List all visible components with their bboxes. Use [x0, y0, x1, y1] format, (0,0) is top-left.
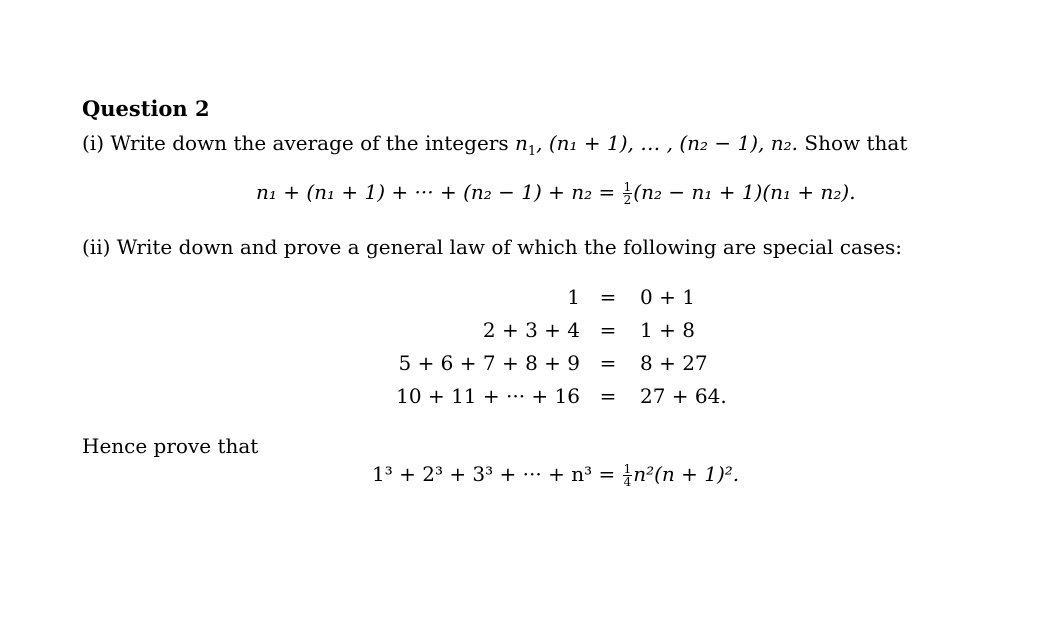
part-i-formula-lhs: n₁ + (n₁ + 1) + ··· + (n₂ − 1) + n₂ =: [256, 180, 616, 204]
equation-lhs: 5 + 6 + 7 + 8 + 9: [398, 351, 580, 375]
part-i-formula-rhs: (n₂ − n₁ + 1)(n₁ + n₂).: [633, 180, 856, 204]
part-i-label: (i): [82, 131, 105, 155]
equation-equals: =: [599, 351, 617, 375]
equation-rhs: 27 + 64.: [640, 384, 727, 408]
part-i-fraction: $\frac{1}{2}$: [623, 180, 632, 207]
equation-equals: =: [599, 318, 617, 342]
equation-lhs: 2 + 3 + 4: [482, 318, 580, 342]
hence-text: Hence prove that: [82, 434, 259, 458]
part-i-sequence: $n_1$, (n₁ + 1), … , (n₂ − 1), n₂.: [514, 131, 799, 159]
part-i-formula: [256, 179, 856, 206]
equation-equals: =: [599, 384, 617, 408]
equation-equals: =: [599, 285, 617, 309]
equation-rhs: 8 + 27: [640, 351, 708, 375]
equation-rhs: 1 + 8: [640, 318, 695, 342]
hence-formula: [372, 461, 739, 488]
part-i-instruction: Write down the average of the integers: [110, 131, 509, 155]
equation-lhs: 1: [567, 285, 580, 309]
equation-lhs: 10 + 11 + ··· + 16: [396, 384, 580, 408]
part-i-show-that: Show that: [804, 131, 908, 155]
hence-formula-rhs: n²(n + 1)².: [633, 462, 740, 486]
equation-rhs: 0 + 1: [640, 285, 695, 309]
question-title: Question 2: [82, 96, 210, 121]
hence-formula-lhs: 1³ + 2³ + 3³ + ··· + n³ =: [372, 462, 616, 486]
part-i-text: [82, 130, 908, 159]
part-ii-instruction: Write down and prove a general law of which the following are special cases:: [116, 235, 903, 259]
hence-fraction: $\frac{1}{4}$: [623, 462, 632, 489]
part-ii-label: (ii): [82, 235, 111, 259]
part-ii-text: [82, 234, 902, 260]
